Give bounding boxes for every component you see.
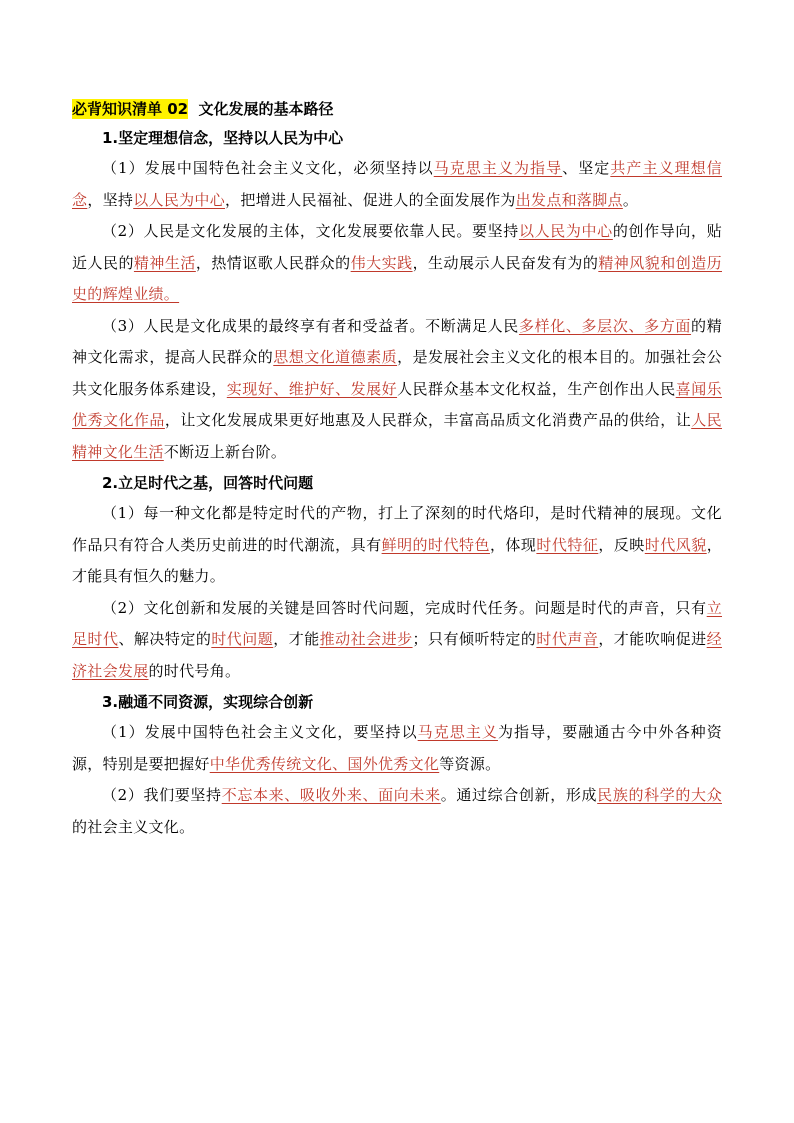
text-run: 、坚定 bbox=[562, 159, 611, 177]
key-term: 伟大实践 bbox=[350, 253, 413, 272]
text-run: 的社会主义文化。 bbox=[72, 817, 195, 836]
text-run: 的精神文化需求，提高人民群众的 bbox=[72, 316, 722, 366]
key-term: 鲜明的时代特色 bbox=[381, 535, 490, 554]
text-run: ，才能 bbox=[273, 630, 320, 648]
text-run: ，生动展示人民奋发有为的 bbox=[412, 253, 599, 272]
title-highlight: 必背知识清单 02 bbox=[72, 100, 189, 118]
text-run: （1）发展中国特色社会主义文化，必须坚持以 bbox=[102, 159, 434, 177]
text-run: ，把增进人民福祉、促进人的全面发展作为 bbox=[225, 190, 516, 209]
key-term: 共产主义理想信念 bbox=[72, 159, 722, 209]
document-page bbox=[72, 95, 722, 843]
key-term: 时代声音 bbox=[536, 630, 599, 648]
text-run: 。 bbox=[622, 190, 639, 209]
document-title bbox=[72, 95, 722, 123]
text-run: （2）人民是文化发展的主体，文化发展要依靠人民。要坚持 bbox=[102, 222, 519, 240]
key-term: 实现好、维护好、发展好 bbox=[226, 379, 398, 398]
paragraph bbox=[72, 593, 722, 688]
text-run: 为指导，要融通古今中外各种资源，特别是要把握好 bbox=[72, 723, 723, 773]
text-run: 的时代号角。 bbox=[148, 661, 241, 680]
text-run: ；只有倾听特定的 bbox=[412, 630, 537, 648]
key-term: 时代风貌 bbox=[644, 535, 707, 554]
key-term: 以人民为中心 bbox=[518, 222, 613, 240]
key-term: 以人民为中心 bbox=[133, 190, 226, 209]
key-term: 多样化、多层次、多方面 bbox=[518, 316, 692, 335]
key-term: 马克思主义为指导 bbox=[433, 159, 563, 177]
text-run: ，体现 bbox=[489, 535, 537, 554]
text-run: 的创作导向，贴近人民的 bbox=[72, 222, 722, 272]
section-heading: 1.坚定理想信念，坚持以人民为中心 bbox=[102, 129, 344, 147]
key-term: 中华优秀传统文化、国外优秀文化 bbox=[209, 754, 440, 773]
title-text: 文化发展的基本路径 bbox=[188, 100, 334, 118]
key-term: 不忘本来、吸收外来、面向未来 bbox=[221, 786, 441, 804]
key-term: 时代问题 bbox=[211, 630, 274, 648]
key-term: 立足时代 bbox=[72, 598, 722, 648]
paragraph bbox=[72, 780, 722, 843]
text-run: ，让文化发展成果更好地惠及人民群众，丰富高品质文化消费产品的供给，让 bbox=[164, 411, 692, 429]
paragraph bbox=[72, 311, 722, 469]
text-run: （1）发展中国特色社会主义文化，要坚持以 bbox=[102, 723, 418, 741]
key-term: 民族的科学的大众 bbox=[597, 786, 722, 804]
text-run: ，是发展社会主义文化的根本目的。加强社会公共文化服务体系建设， bbox=[72, 348, 722, 398]
text-run: 、解决特定的 bbox=[118, 630, 212, 648]
paragraph bbox=[72, 717, 722, 780]
key-term: 思想文化道德素质 bbox=[273, 348, 398, 366]
text-run: 人民群众基本文化权益，生产创作出人民 bbox=[397, 379, 676, 398]
text-run: （3）人民是文化成果的最终享有者和受益者。不断满足人民 bbox=[102, 316, 519, 335]
text-run: ，才能具有恒久的魅力。 bbox=[72, 535, 723, 585]
key-term: 推动社会进步 bbox=[319, 630, 413, 648]
text-run: 不断迈上新台阶。 bbox=[163, 442, 287, 461]
key-term: 喜闻乐优秀文化作品 bbox=[72, 379, 722, 429]
paragraph bbox=[72, 216, 722, 311]
key-term: 经济社会发展 bbox=[72, 630, 722, 680]
key-term: 出发点和落脚点 bbox=[515, 190, 623, 209]
key-term: 马克思主义 bbox=[417, 723, 498, 741]
key-term: 精神风貌和创造历史的辉煌业绩。 bbox=[72, 253, 722, 303]
text-run: 。通过综合创新，形成 bbox=[440, 786, 598, 804]
key-term: 人民精神文化生活 bbox=[72, 411, 722, 461]
text-run: ，才能吹响促进 bbox=[598, 630, 707, 648]
text-run: 等资源。 bbox=[439, 754, 501, 773]
section-heading: 2.立足时代之基，回答时代问题 bbox=[102, 474, 314, 492]
paragraph bbox=[72, 153, 722, 216]
key-term: 精神生活 bbox=[133, 253, 196, 272]
text-run: （2）我们要坚持 bbox=[102, 786, 222, 804]
paragraph bbox=[72, 498, 722, 593]
text-run: ，热情讴歌人民群众的 bbox=[195, 253, 351, 272]
key-term: 时代特征 bbox=[536, 535, 599, 554]
text-run: （2）文化创新和发展的关键是回答时代问题，完成时代任务。问题是时代的声音，只有 bbox=[102, 598, 707, 617]
section-heading: 3.融通不同资源，实现综合创新 bbox=[102, 693, 314, 711]
sections-container bbox=[72, 123, 722, 843]
text-run: （1）每一种文化都是特定时代的产物，打上了深刻的时代烙印，是时代精神的展现。文化作品只有符合人类历史前进的时代潮流，具有 bbox=[72, 504, 722, 554]
text-run: ，反映 bbox=[598, 535, 645, 554]
text-run: ，坚持 bbox=[87, 190, 134, 209]
